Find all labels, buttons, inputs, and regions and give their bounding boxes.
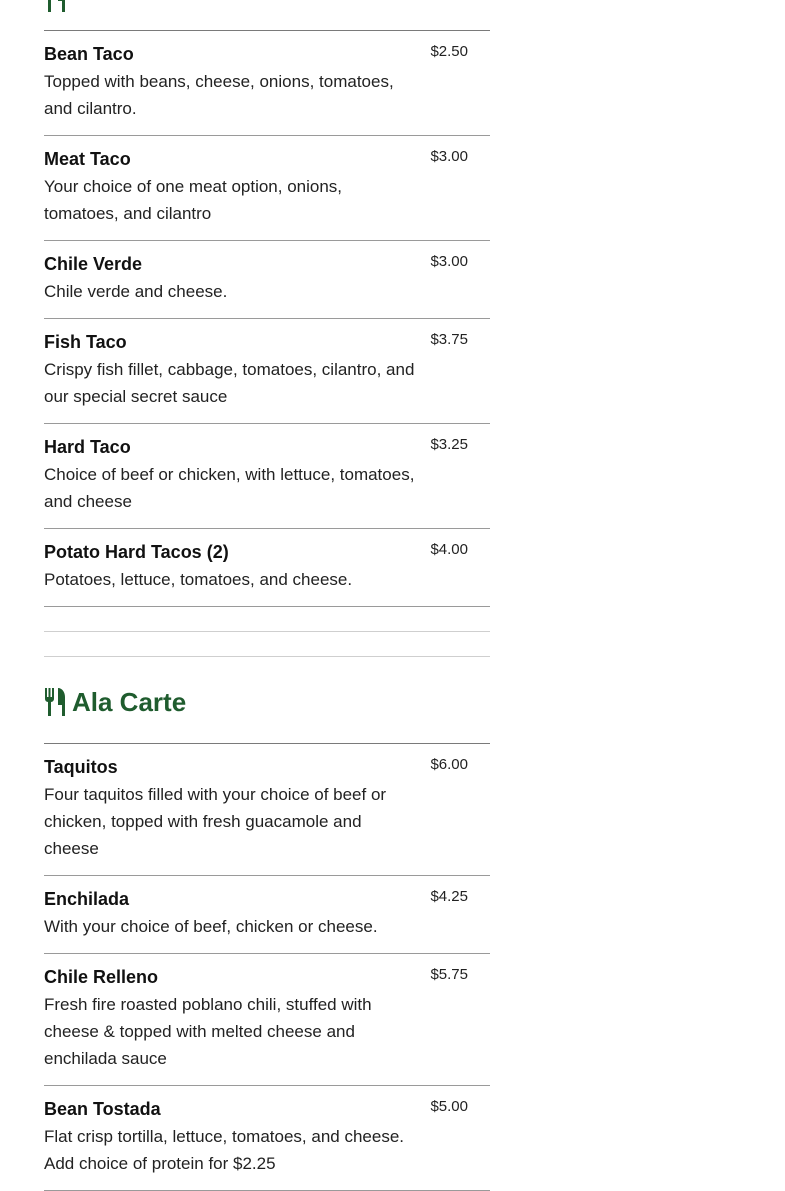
- item-description: Fresh fire roasted poblano chili, stuffed with cheese & topped with melted cheese and enchilada sauce: [44, 995, 372, 1068]
- menu-item[interactable]: [44, 319, 490, 424]
- item-price: $3.00: [430, 253, 468, 270]
- item-description: Four taquitos filled with your choice of beef or chicken, topped with fresh guacamole and cheese: [44, 785, 387, 858]
- menu-page: [44, 0, 490, 1191]
- menu-list-tacos: [44, 31, 490, 657]
- item-name: Enchilada: [44, 889, 130, 909]
- menu-item[interactable]: [44, 424, 490, 529]
- item-name: Potato Hard Tacos (2): [44, 542, 229, 562]
- item-price: $3.25: [430, 436, 468, 453]
- menu-item[interactable]: [44, 31, 490, 136]
- utensils-icon: [44, 688, 66, 716]
- section-spacer: [44, 632, 490, 657]
- item-name: Bean Taco: [44, 44, 134, 64]
- item-name: Chile Verde: [44, 254, 143, 274]
- item-description: Choice of beef or chicken, with lettuce, tomatoes, and cheese: [44, 465, 415, 511]
- section-heading: [44, 0, 72, 12]
- section-tacos-header: [44, 0, 490, 30]
- item-name: Bean Tostada: [44, 1099, 161, 1119]
- item-price: $2.50: [430, 43, 468, 60]
- item-description: Topped with beans, cheese, onions, tomatoes, and cilantro.: [44, 72, 394, 118]
- menu-item[interactable]: [44, 744, 490, 876]
- item-name: Taquitos: [44, 757, 118, 777]
- item-price: $4.25: [430, 888, 468, 905]
- menu-item[interactable]: [44, 876, 490, 954]
- item-description: With your choice of beef, chicken or cheese.: [44, 917, 378, 936]
- item-price: $6.00: [430, 756, 468, 773]
- menu-item[interactable]: [44, 529, 490, 607]
- item-description: Your choice of one meat option, onions, tomatoes, and cilantro: [44, 177, 343, 223]
- item-price: $4.00: [430, 541, 468, 558]
- section-spacer: [44, 607, 490, 632]
- item-description: Crispy fish fillet, cabbage, tomatoes, cilantro, and our special secret sauce: [44, 360, 415, 406]
- item-name: Meat Taco: [44, 149, 131, 169]
- item-price: $5.75: [430, 966, 468, 983]
- item-name: Fish Taco: [44, 332, 127, 352]
- item-name: Hard Taco: [44, 437, 131, 457]
- menu-item[interactable]: [44, 241, 490, 319]
- menu-item[interactable]: [44, 1086, 490, 1191]
- menu-list-ala-carte: [44, 744, 490, 1191]
- utensils-icon: [44, 0, 66, 12]
- section-heading: [44, 657, 490, 743]
- item-description: Potatoes, lettuce, tomatoes, and cheese.: [44, 570, 353, 589]
- item-price: $3.75: [430, 331, 468, 348]
- item-price: $5.00: [430, 1098, 468, 1115]
- item-description: Chile verde and cheese.: [44, 282, 228, 301]
- section-heading-text: Ala Carte: [72, 687, 187, 717]
- menu-item[interactable]: [44, 136, 490, 241]
- item-name: Chile Relleno: [44, 967, 159, 987]
- item-price: $3.00: [430, 148, 468, 165]
- menu-item[interactable]: [44, 954, 490, 1086]
- item-description: Flat crisp tortilla, lettuce, tomatoes, and cheese. Add choice of protein for $2.25: [44, 1127, 405, 1173]
